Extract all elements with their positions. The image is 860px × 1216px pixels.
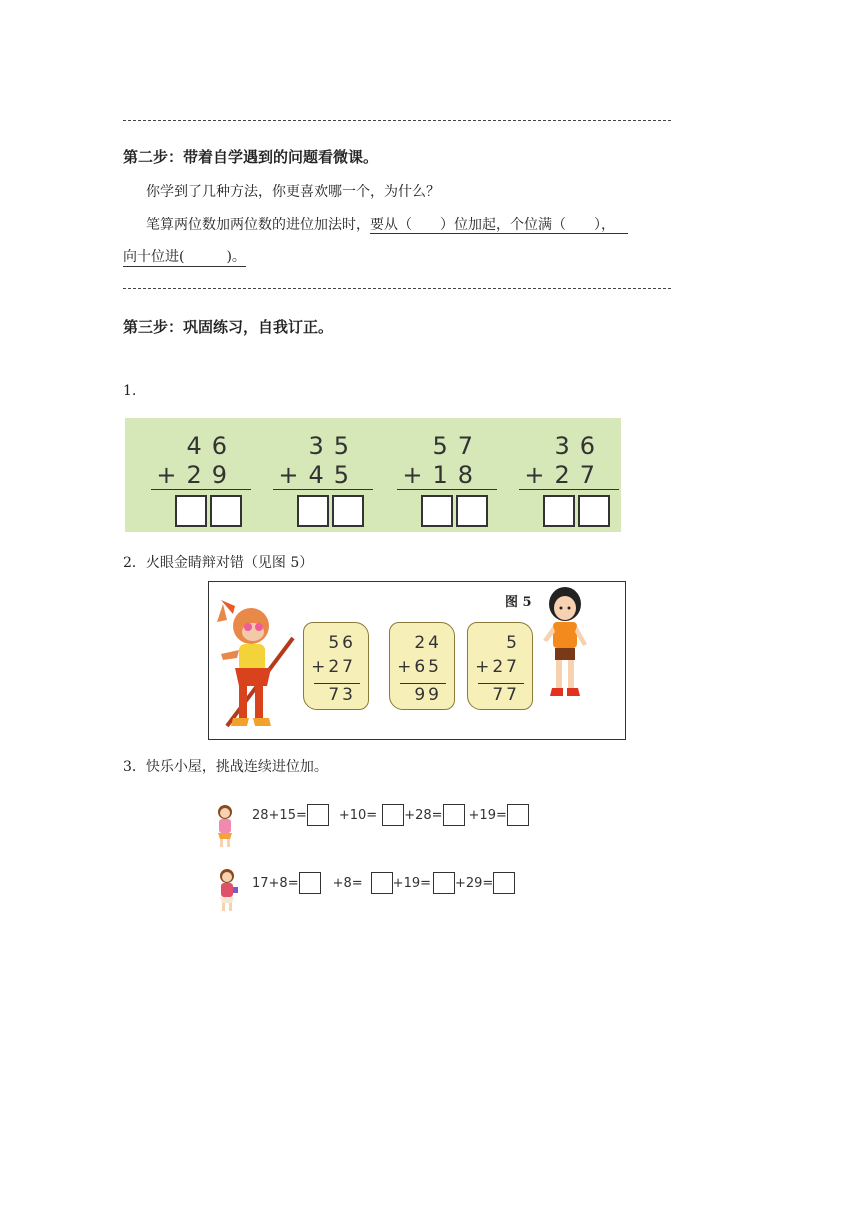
chain-step: 17+8= xyxy=(252,875,299,891)
scroll-top-number: 24 xyxy=(414,633,442,653)
kid-avatar-1 xyxy=(212,803,238,849)
answer-box[interactable] xyxy=(543,495,575,527)
addend-bottom: +27 xyxy=(524,461,605,489)
step2-question-2-cont: 向十位进( )。 xyxy=(123,246,246,267)
scroll-result: 73 xyxy=(328,685,356,705)
figure-label: 图 5 xyxy=(505,595,532,610)
step2-question-2-prefix: 笔算两位数加两位数的进位加法时， xyxy=(146,217,370,233)
scroll-bottom-number: +27 xyxy=(475,657,520,677)
addend-top: 57 xyxy=(432,432,483,460)
chain-step: +8= xyxy=(332,875,363,891)
ex2-label: 2．火眼金睛辩对错（见图 5） xyxy=(123,555,314,571)
vertical-addition xyxy=(151,426,251,526)
answer-box[interactable] xyxy=(456,495,488,527)
addend-top: 35 xyxy=(308,432,359,460)
chain-answer-box[interactable] xyxy=(433,872,455,894)
vertical-addition xyxy=(519,426,619,526)
sum-line xyxy=(519,489,619,490)
underline-tail xyxy=(615,217,628,234)
answer-scroll[interactable] xyxy=(467,622,533,710)
chain-row-2 xyxy=(252,872,515,894)
scroll-top-number: 5 xyxy=(506,633,520,653)
chain-step: +19= xyxy=(392,875,431,891)
addend-top: 36 xyxy=(554,432,605,460)
ex1-panel xyxy=(125,418,621,532)
scroll-top-number: 56 xyxy=(328,633,356,653)
addend-bottom: +18 xyxy=(402,461,483,489)
chain-step: +10= xyxy=(338,807,378,823)
step3-title: 第三步：巩固练习，自我订正。 xyxy=(123,318,334,336)
answer-box[interactable] xyxy=(578,495,610,527)
step2-blank-text-1: 要从（ ）位加起，个位满（ ）， xyxy=(370,217,615,233)
monkey-king-illustration xyxy=(213,594,299,736)
chain-row-1 xyxy=(252,804,529,826)
chain-answer-box[interactable] xyxy=(299,872,321,894)
step2-question-2 xyxy=(146,214,628,234)
answer-scroll[interactable] xyxy=(389,622,455,710)
chain-answer-box[interactable] xyxy=(507,804,529,826)
sum-line xyxy=(273,489,373,490)
kid-avatar-2 xyxy=(214,867,240,913)
answer-boxes[interactable] xyxy=(421,495,491,527)
answer-box[interactable] xyxy=(332,495,364,527)
step2-title: 第二步：带着自学遇到的问题看微课。 xyxy=(123,148,379,166)
scroll-sum-line xyxy=(314,683,360,684)
chain-step: +19= xyxy=(468,807,507,823)
answer-box[interactable] xyxy=(421,495,453,527)
chain-answer-box[interactable] xyxy=(493,872,515,894)
chain-step: +29= xyxy=(455,875,494,891)
ex3-label: 3．快乐小屋，挑战连续进位加。 xyxy=(123,759,328,775)
chain-step: 28+15= xyxy=(252,807,307,823)
dashed-separator xyxy=(123,120,671,121)
dashed-separator xyxy=(123,288,671,289)
scroll-bottom-number: +27 xyxy=(311,657,356,677)
chain-answer-box[interactable] xyxy=(443,804,465,826)
answer-box[interactable] xyxy=(297,495,329,527)
sum-line xyxy=(397,489,497,490)
scroll-sum-line xyxy=(400,683,446,684)
step2-question-1: 你学到了几种方法，你更喜欢哪一个，为什么？ xyxy=(146,184,440,200)
sum-line xyxy=(151,489,251,490)
scroll-result: 99 xyxy=(414,685,442,705)
answer-box[interactable] xyxy=(210,495,242,527)
vertical-addition xyxy=(397,426,497,526)
answer-box[interactable] xyxy=(175,495,207,527)
answer-boxes[interactable] xyxy=(543,495,613,527)
chain-step: +28= xyxy=(404,807,443,823)
ex1-label: 1. xyxy=(123,383,137,399)
scroll-sum-line xyxy=(478,683,524,684)
addend-top: 46 xyxy=(186,432,237,460)
chain-answer-box[interactable] xyxy=(307,804,329,826)
girl-illustration xyxy=(535,584,595,704)
figure-5-frame xyxy=(208,581,626,740)
answer-scroll[interactable] xyxy=(303,622,369,710)
vertical-addition xyxy=(273,426,373,526)
addend-bottom: +29 xyxy=(156,461,237,489)
scroll-bottom-number: +65 xyxy=(397,657,442,677)
answer-boxes[interactable] xyxy=(175,495,245,527)
chain-answer-box[interactable] xyxy=(382,804,404,826)
chain-answer-box[interactable] xyxy=(371,872,393,894)
scroll-result: 77 xyxy=(492,685,520,705)
answer-boxes[interactable] xyxy=(297,495,367,527)
addend-bottom: +45 xyxy=(278,461,359,489)
